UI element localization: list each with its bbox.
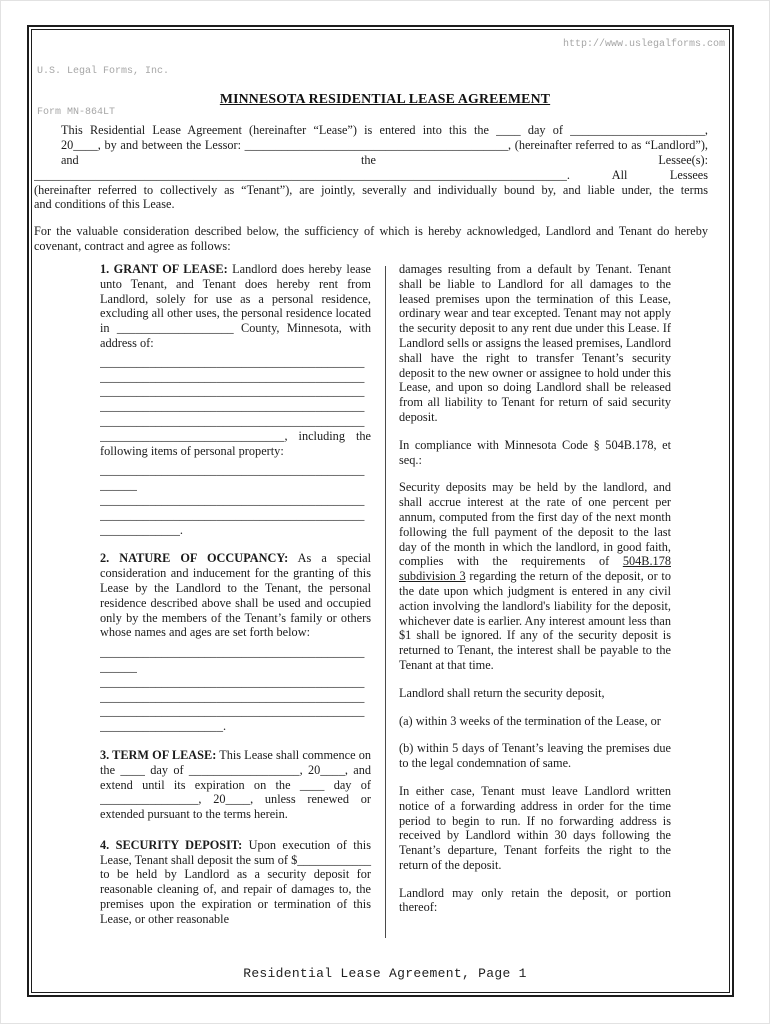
page-footer: Residential Lease Agreement, Page 1 [243,966,527,981]
section-2-heading: 2. NATURE OF OCCUPANCY: [100,551,289,566]
section-2-body: As a special consideration and inducement for the granting of this Lease by the Landlord to the Tenant, the personal residence described above shall be used and occupied only by the members of the Tenant’s family or others whose names and ages are set forth below: [100,551,371,640]
column-divider-rule [385,266,386,938]
consideration-paragraph: For the valuable consideration described below, the sufficiency of which is hereby acknowledged, Landlord and Tenant do hereby covenant, contract and agree as follows: [34,224,708,253]
property-blank-line: ___________________________________________ [100,463,365,478]
property-blank-line-short: ______ [100,478,137,493]
security-deposit-continuation-paragraph: damages resulting from a default by Tenant. Tenant shall be liable to Landlord for all damages to the leased premises upon the termination of this Lease, ordinary wear and tear excepted. Tenant may not apply the security deposit to any rent due under this Lease. If Landlord sells or assigns the leased premises, Landlord shall have the right to transfer Tenant’s security deposit to the new owner or assignee to hold under this Lease, and upon so doing Landlord shall be released from all liability to Tenant for return of said security deposit. [399,262,671,424]
statute-citation-underlined: 504B.178 subdivision 3 [399,554,671,584]
document-title: MINNESOTA RESIDENTIAL LEASE AGREEMENT [219,91,551,106]
intro-line-3-the: the [361,152,376,167]
address-blank-line: ___________________________________________ [100,354,365,369]
statute-text-before: Security deposits may be held by the landlord, and shall accrue interest at the rate of one percent per annum, computed from the first day of the next month following the full payment of the deposit to the last day of the month in which the landlord, in good faith, complies with the requirements of [399,480,671,569]
intro-paragraph [34,123,708,212]
address-blank-line: ___________________________________________ [100,369,365,384]
section-1-body: Landlord does hereby lease unto Tenant, and Tenant does hereby rent from Landlord, solely for use as a personal residence, excluding all other uses, the personal residence located in ___________________ County, Minnesota, with address of: [100,262,372,350]
intro-line-5: (hereinafter referred to collectively as “Tenant”), are jointly, severally and individually bound by, and liable under, the terms [34,182,708,197]
occupants-blank-line: ___________________________________________ [100,689,365,704]
right-column [399,262,671,952]
compliance-paragraph: In compliance with Minnesota Code § 504B.178, et seq.: [399,437,671,467]
intro-line-6: and conditions of this Lease. [34,197,175,212]
intro-line-4-lessees-blank: _______________________________________________________________________________________. All Lessees [34,167,708,182]
section-4-paragraph [100,838,371,927]
section-4-heading: 4. SECURITY DEPOSIT: [100,837,243,852]
form-number: Form MN-864LT [37,106,116,118]
section-1-heading: 1. GRANT OF LEASE: [100,262,228,276]
section-2-end-blank: ____________________. [100,719,227,734]
section-1-end-blank: _____________. [100,522,184,537]
intro-line-3 [34,153,708,168]
section-3-heading: 3. TERM OF LEASE: [100,747,217,762]
section-3-body: This Lease shall commence on the ____ day of __________________, 20____, and extend until its expiration on the ____ day of ________________, 20____, unless renewed or extended pursuant to the terms herein. [100,747,371,822]
site-url: http://www.uslegalforms.com [562,39,725,50]
address-blank-line: ___________________________________________ [100,399,365,414]
statute-text-after: regarding the return of the deposit, or to the date upon which judgment is entered in any civil action involving the landlord's liability for the deposit, whichever date is earlier. Any interest amount less than $1 shall be ignored. If any of the security deposit is returned to Tenant, the interest shall be payable to the Tenant at that time. [399,569,672,672]
two-column-body [100,262,678,952]
intro-line-2: 20____, by and between the Lessor: ___________________________________________, (hereinafter referred to as “Landlord”), [61,137,708,152]
left-column [100,262,371,952]
statute-paragraph [399,480,671,672]
intro-line-3-and: and [61,152,79,167]
following-items-line: following items of personal property: [100,443,284,458]
section-3-paragraph [100,748,371,822]
intro-line-3-lessees-label: Lessee(s): [658,152,708,167]
address-blank-line: ___________________________________________ [100,384,365,399]
section-4-body: Upon execution of this Lease, Tenant shall deposit the sum of $____________ to be held by Landlord as a security deposit for reasonable cleaning of, and repair of damages to, the premises upon the expiration or termination of this Lease, or other reasonable [100,837,371,926]
intro-line-1: This Residential Lease Agreement (hereinafter “Lease”) is entered into this the ____ day of ______________________, [61,123,708,137]
occupants-blank-line: ___________________________________________ [100,645,365,660]
return-deposit-item-b: (b) within 5 days of Tenant’s leaving the premises due to the legal condemnation of same. [399,741,671,771]
property-blank-line: ___________________________________________ [100,507,365,522]
address-blank-line: ___________________________________________ [100,413,365,428]
occupants-blank-line: ___________________________________________ [100,674,365,689]
forwarding-address-paragraph: In either case, Tenant must leave Landlord written notice of a forwarding address in order for the time period to begin to run. If no forwarding address is received by Landlord within 30 days following the Tenant’s departure, Tenant forfeits the right to the return of the deposit. [399,783,671,872]
occupants-blank-line-short: ______ [100,659,137,674]
company-name: U.S. Legal Forms, Inc. [37,66,170,77]
return-deposit-paragraph: Landlord shall return the security deposit, [399,685,605,700]
return-deposit-item-a: (a) within 3 weeks of the termination of the Lease, or [399,713,661,728]
section-1-paragraph [100,262,371,351]
occupants-blank-line: ___________________________________________ [100,704,365,719]
section-2-paragraph [100,551,371,640]
retain-deposit-paragraph: Landlord may only retain the deposit, or portion thereof: [399,885,671,915]
including-line: ______________________________, including the [100,428,371,443]
property-blank-line: ___________________________________________ [100,492,365,507]
